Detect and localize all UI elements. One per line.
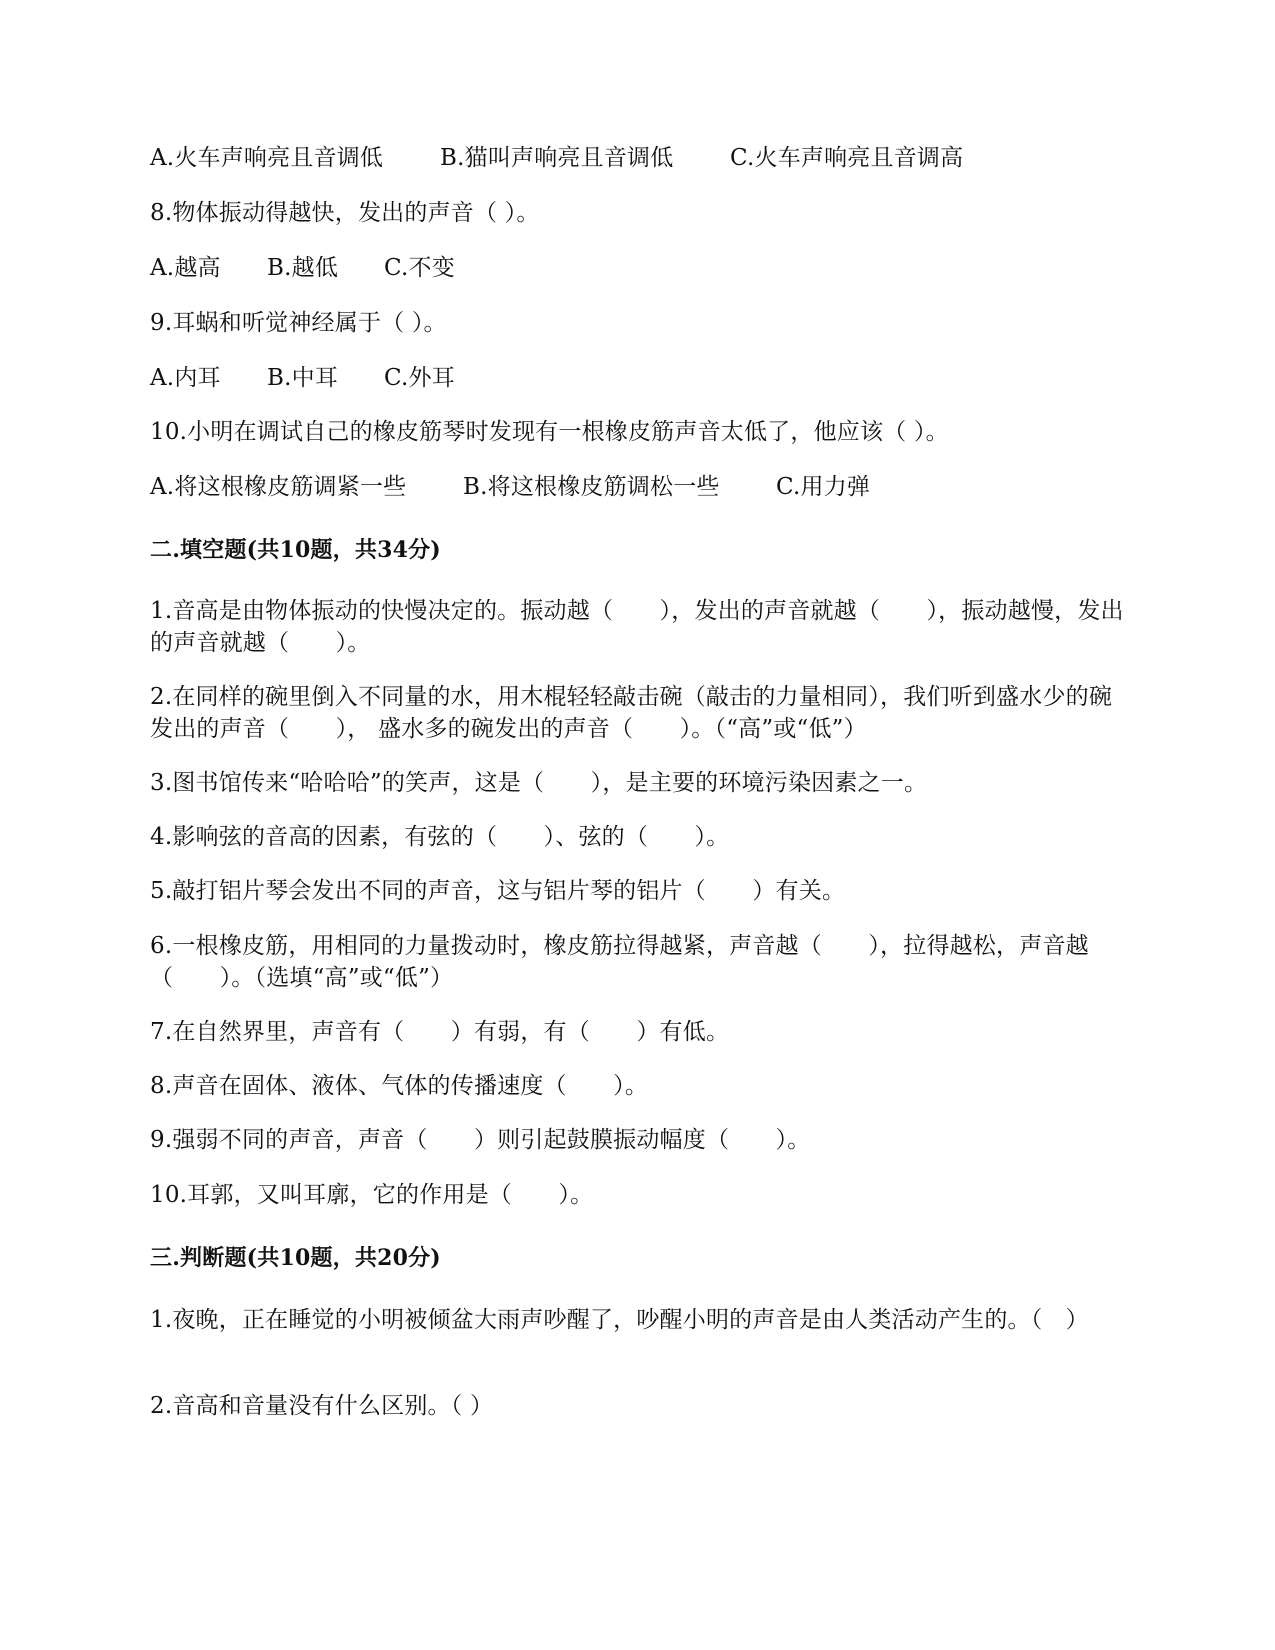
fill-item-8: 8.声音在固体、液体、气体的传播速度（ ）。 [150,1073,649,1099]
q7-option-a: A.火车声响亮且音调低 [150,145,384,171]
document-page [150,0,1130,1650]
fill-item-1: 1.音高是由物体振动的快慢决定的。振动越（ ），发出的声音就越（ ），振动越慢，发出的声音就越（ ）。 [150,598,1124,656]
judge-item-2: 2.音高和音量没有什么区别。（ ） [150,1393,494,1419]
fill-item-2: 2.在同样的碗里倒入不同量的水，用木棍轻轻敲击碗（敲击的力量相同），我们听到盛水少的碗发出的声音（ ）， 盛水多的碗发出的声音（ ）。（“高”或“低”） [150,684,1113,742]
q10-options [150,471,870,503]
q7-option-b: B.猫叫声响亮且音调低 [440,145,674,171]
fill-item-5: 5.敲打铝片琴会发出不同的声音，这与铝片琴的铝片（ ）有关。 [150,878,846,904]
q9-option-b: B.中耳 [267,365,339,391]
fill-item-4: 4.影响弦的音高的因素，有弦的（ ）、弦的（ ）。 [150,824,730,850]
q10-option-c: C.用力弹 [776,474,871,500]
q9-question: 9.耳蜗和听觉神经属于（ ）。 [150,310,447,336]
q8-option-b: B.越低 [267,255,339,281]
q8-question: 8.物体振动得越快，发出的声音（ ）。 [150,200,540,226]
q9-option-c: C.外耳 [384,365,455,391]
fill-item-6: 6.一根橡皮筋，用相同的力量拨动时，橡皮筋拉得越紧，声音越（ ），拉得越松，声音越（ ）。（选填“高”或“低”） [150,933,1089,991]
q10-question: 10.小明在调试自己的橡皮筋琴时发现有一根橡皮筋声音太低了，他应该（ ）。 [150,419,949,445]
q10-option-b: B.将这根橡皮筋调松一些 [463,474,720,500]
fill-item-3: 3.图书馆传来“哈哈哈”的笑声，这是（ ），是主要的环境污染因素之一。 [150,770,928,796]
q9-options [150,362,455,394]
q8-option-a: A.越高 [150,255,221,281]
q8-option-c: C.不变 [384,255,455,281]
fill-item-7: 7.在自然界里，声音有（ ）有弱，有（ ）有低。 [150,1019,730,1045]
q8-options [150,252,455,284]
judge-item-1: 1.夜晚，正在睡觉的小明被倾盆大雨声吵醒了，吵醒小明的声音是由人类活动产生的。（ ） [150,1307,1089,1333]
q10-option-a: A.将这根橡皮筋调紧一些 [150,474,407,500]
section-heading-true-false: 三.判断题(共10题，共20分) [150,1245,441,1271]
q7-option-c: C.火车声响亮且音调高 [730,145,964,171]
q7-options [150,142,963,174]
fill-item-10: 10.耳郭，又叫耳廓，它的作用是（ ）。 [150,1182,594,1208]
fill-item-9: 9.强弱不同的声音，声音（ ）则引起鼓膜振动幅度（ ）。 [150,1127,811,1153]
section-heading-fill-in: 二.填空题(共10题，共34分) [150,537,441,563]
q9-option-a: A.内耳 [150,365,221,391]
